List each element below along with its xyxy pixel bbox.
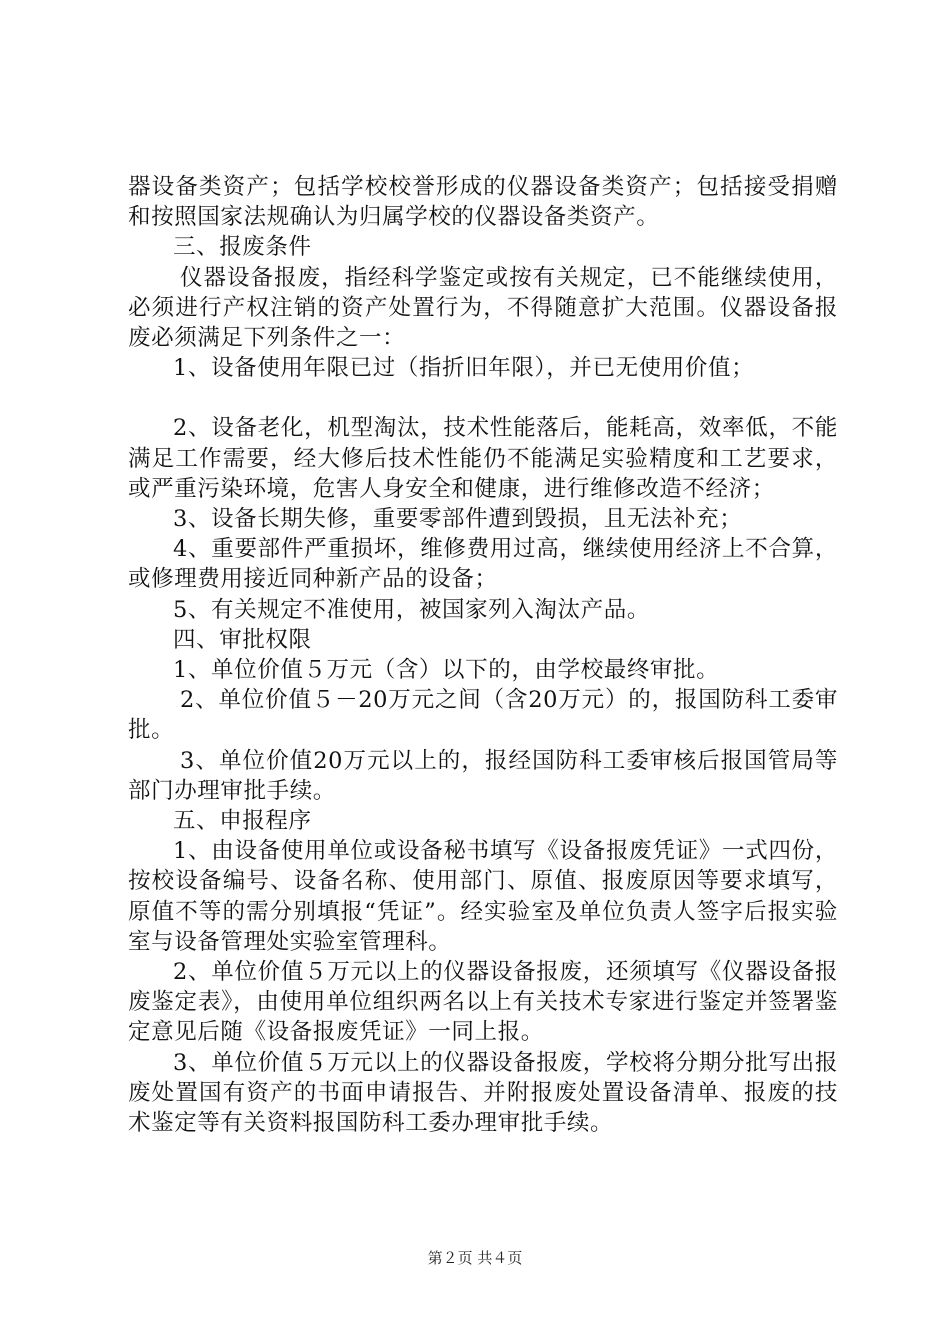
approval-item-2: 2、单位价值５－20万元之间（含20万元）的，报国防科工委审批。 — [128, 687, 838, 744]
document-body — [128, 172, 838, 1138]
condition-item-5: 5、有关规定不准使用，被国家列入淘汰产品。 — [173, 596, 650, 623]
section-heading-scrap-conditions: 三、报废条件 — [173, 234, 312, 261]
paragraph-scrap-definition: 仪器设备报废，指经科学鉴定或按有关规定，已不能继续使用，必须进行产权注销的资产处置行为，不得随意扩大范围。仪器设备报废必须满足下列条件之一： — [128, 264, 838, 352]
page-number-footer: 第２页 共４页 — [427, 1249, 523, 1267]
section-heading-approval-authority: 四、审批权限 — [173, 626, 312, 653]
procedure-item-1: 1、由设备使用单位或设备秘书填写《设备报废凭证》一式四份，按校设备编号、设备名称、使用部门、原值、报废原因等要求填写，原值不等的需分别填报“凭证”。经实验室及单位负责人签字后报实验室与设备管理处实验室管理科。 — [128, 838, 838, 955]
condition-item-3: 3、设备长期失修，重要零部件遭到毁损，且无法补充； — [173, 506, 743, 533]
approval-item-1: 1、单位价值５万元（含）以下的，由学校最终审批。 — [173, 657, 720, 684]
condition-item-4: 4、重要部件严重损坏，维修费用过高，继续使用经济上不合算，或修理费用接近同种新产品的设备； — [128, 536, 838, 593]
paragraph-continuation: 器设备类资产；包括学校校誉形成的仪器设备类资产；包括接受捐赠和按照国家法规确认为归属学校的仪器设备类资产。 — [128, 174, 838, 231]
condition-item-2: 2、设备老化，机型淘汰，技术性能落后，能耗高，效率低，不能满足工作需要，经大修后技术性能仍不能满足实验精度和工艺要求，或严重污染环境，危害人身安全和健康，进行维修改造不经济； — [128, 415, 838, 502]
blank-gap — [128, 383, 838, 413]
condition-item-1: 1、设备使用年限已过（指折旧年限），并已无使用价值； — [173, 355, 755, 382]
procedure-item-3: 3、单位价值５万元以上的仪器设备报废，学校将分期分批写出报废处置国有资产的书面申请报告、并附报废处置设备清单、报废的技术鉴定等有关资料报国防科工委办理审批手续。 — [128, 1049, 838, 1137]
approval-item-3: 3、单位价值20万元以上的，报经国防科工委审核后报国管局等部门办理审批手续。 — [128, 747, 838, 804]
section-heading-application-procedure: 五、申报程序 — [173, 808, 312, 835]
procedure-item-2: 2、单位价值５万元以上的仪器设备报废，还须填写《仪器设备报废鉴定表》，由使用单位组织两名以上有关技术专家进行鉴定并签署鉴定意见后随《设备报废凭证》一同上报。 — [128, 959, 838, 1046]
